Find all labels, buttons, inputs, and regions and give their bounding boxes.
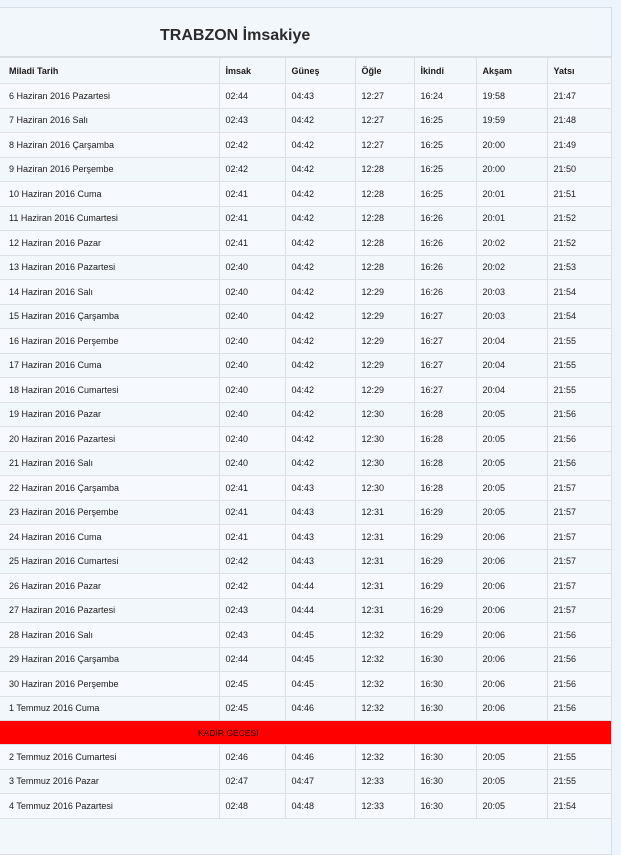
cell-ikindi: 16:28 — [414, 427, 476, 452]
cell-ogle: 12:31 — [355, 598, 414, 623]
cell-ogle: 12:27 — [355, 84, 414, 109]
cell-yatsi: 21:56 — [547, 451, 611, 476]
kadir-gecesi-label: KADİR GECESİ — [0, 721, 611, 745]
cell-gunes: 04:43 — [285, 84, 355, 109]
table-row — [0, 378, 611, 403]
cell-aksam: 19:59 — [476, 108, 547, 133]
cell-aksam: 20:04 — [476, 329, 547, 354]
cell-aksam: 20:00 — [476, 133, 547, 158]
cell-date: 17 Haziran 2016 Cuma — [0, 353, 219, 378]
cell-gunes: 04:44 — [285, 598, 355, 623]
cell-imsak: 02:43 — [219, 598, 285, 623]
cell-date: 23 Haziran 2016 Perşembe — [0, 500, 219, 525]
cell-imsak: 02:47 — [219, 769, 285, 794]
cell-imsak: 02:42 — [219, 574, 285, 599]
cell-imsak: 02:45 — [219, 672, 285, 697]
column-header-gunes: Güneş — [285, 58, 355, 84]
cell-gunes: 04:46 — [285, 745, 355, 770]
cell-ikindi: 16:26 — [414, 255, 476, 280]
cell-ogle: 12:29 — [355, 378, 414, 403]
cell-ogle: 12:29 — [355, 353, 414, 378]
cell-ogle: 12:28 — [355, 255, 414, 280]
table-row — [0, 672, 611, 697]
table-row — [0, 402, 611, 427]
table-row — [0, 255, 611, 280]
cell-date: 11 Haziran 2016 Cumartesi — [0, 206, 219, 231]
cell-date: 1 Temmuz 2016 Cuma — [0, 696, 219, 721]
cell-yatsi: 21:55 — [547, 329, 611, 354]
column-header-ikindi: İkindi — [414, 58, 476, 84]
table-row — [0, 329, 611, 354]
cell-gunes: 04:42 — [285, 280, 355, 305]
cell-date: 7 Haziran 2016 Salı — [0, 108, 219, 133]
cell-yatsi: 21:56 — [547, 696, 611, 721]
cell-yatsi: 21:54 — [547, 304, 611, 329]
cell-imsak: 02:40 — [219, 353, 285, 378]
cell-date: 22 Haziran 2016 Çarşamba — [0, 476, 219, 501]
cell-ikindi: 16:26 — [414, 231, 476, 256]
cell-gunes: 04:42 — [285, 329, 355, 354]
column-header-date: Miladi Tarih — [0, 58, 219, 84]
cell-imsak: 02:42 — [219, 549, 285, 574]
cell-date: 28 Haziran 2016 Salı — [0, 623, 219, 648]
cell-ikindi: 16:24 — [414, 84, 476, 109]
cell-date: 25 Haziran 2016 Cumartesi — [0, 549, 219, 574]
cell-date: 19 Haziran 2016 Pazar — [0, 402, 219, 427]
table-row — [0, 476, 611, 501]
cell-yatsi: 21:57 — [547, 549, 611, 574]
cell-gunes: 04:46 — [285, 696, 355, 721]
cell-imsak: 02:40 — [219, 329, 285, 354]
column-header-ogle: Öğle — [355, 58, 414, 84]
cell-aksam: 20:06 — [476, 672, 547, 697]
table-row — [0, 280, 611, 305]
cell-aksam: 20:06 — [476, 549, 547, 574]
cell-gunes: 04:42 — [285, 304, 355, 329]
cell-yatsi: 21:55 — [547, 745, 611, 770]
cell-gunes: 04:43 — [285, 525, 355, 550]
cell-imsak: 02:43 — [219, 623, 285, 648]
cell-date: 29 Haziran 2016 Çarşamba — [0, 647, 219, 672]
cell-date: 18 Haziran 2016 Cumartesi — [0, 378, 219, 403]
cell-ikindi: 16:29 — [414, 500, 476, 525]
cell-date: 4 Temmuz 2016 Pazartesi — [0, 794, 219, 819]
cell-ogle: 12:32 — [355, 647, 414, 672]
cell-gunes: 04:45 — [285, 647, 355, 672]
cell-date: 30 Haziran 2016 Perşembe — [0, 672, 219, 697]
table-row — [0, 745, 611, 770]
table-row — [0, 623, 611, 648]
cell-gunes: 04:47 — [285, 769, 355, 794]
table-row — [0, 304, 611, 329]
cell-date: 27 Haziran 2016 Pazartesi — [0, 598, 219, 623]
table-row — [0, 769, 611, 794]
cell-aksam: 20:06 — [476, 647, 547, 672]
cell-date: 13 Haziran 2016 Pazartesi — [0, 255, 219, 280]
cell-yatsi: 21:52 — [547, 206, 611, 231]
cell-gunes: 04:43 — [285, 476, 355, 501]
cell-date: 2 Temmuz 2016 Cumartesi — [0, 745, 219, 770]
cell-imsak: 02:45 — [219, 696, 285, 721]
cell-aksam: 20:06 — [476, 574, 547, 599]
cell-ogle: 12:31 — [355, 549, 414, 574]
table-row — [0, 549, 611, 574]
cell-aksam: 20:06 — [476, 696, 547, 721]
cell-ikindi: 16:29 — [414, 623, 476, 648]
cell-gunes: 04:45 — [285, 672, 355, 697]
column-header-imsak: İmsak — [219, 58, 285, 84]
cell-gunes: 04:45 — [285, 623, 355, 648]
cell-date: 21 Haziran 2016 Salı — [0, 451, 219, 476]
cell-ikindi: 16:30 — [414, 794, 476, 819]
cell-date: 3 Temmuz 2016 Pazar — [0, 769, 219, 794]
cell-ogle: 12:32 — [355, 696, 414, 721]
cell-imsak: 02:41 — [219, 525, 285, 550]
cell-imsak: 02:40 — [219, 402, 285, 427]
cell-yatsi: 21:49 — [547, 133, 611, 158]
cell-aksam: 20:06 — [476, 525, 547, 550]
cell-imsak: 02:41 — [219, 206, 285, 231]
cell-aksam: 20:02 — [476, 231, 547, 256]
cell-date: 24 Haziran 2016 Cuma — [0, 525, 219, 550]
table-row — [0, 108, 611, 133]
cell-aksam: 20:04 — [476, 378, 547, 403]
cell-ogle: 12:30 — [355, 402, 414, 427]
cell-imsak: 02:41 — [219, 182, 285, 207]
cell-imsak: 02:41 — [219, 231, 285, 256]
table-row — [0, 157, 611, 182]
prayer-times-table — [0, 57, 612, 819]
cell-ogle: 12:33 — [355, 769, 414, 794]
cell-ikindi: 16:27 — [414, 329, 476, 354]
cell-imsak: 02:41 — [219, 500, 285, 525]
cell-ogle: 12:28 — [355, 157, 414, 182]
page-title: TRABZON İmsakiye — [160, 27, 311, 44]
table-row — [0, 500, 611, 525]
cell-ikindi: 16:26 — [414, 280, 476, 305]
cell-ogle: 12:31 — [355, 500, 414, 525]
cell-aksam: 20:02 — [476, 255, 547, 280]
cell-gunes: 04:43 — [285, 549, 355, 574]
cell-gunes: 04:42 — [285, 157, 355, 182]
cell-ikindi: 16:29 — [414, 598, 476, 623]
table-row — [0, 84, 611, 109]
cell-imsak: 02:40 — [219, 255, 285, 280]
cell-date: 14 Haziran 2016 Salı — [0, 280, 219, 305]
cell-ogle: 12:30 — [355, 476, 414, 501]
cell-yatsi: 21:47 — [547, 84, 611, 109]
cell-ogle: 12:27 — [355, 133, 414, 158]
cell-yatsi: 21:56 — [547, 427, 611, 452]
cell-ogle: 12:28 — [355, 231, 414, 256]
cell-date: 20 Haziran 2016 Pazartesi — [0, 427, 219, 452]
column-header-yatsi: Yatsı — [547, 58, 611, 84]
cell-yatsi: 21:57 — [547, 500, 611, 525]
cell-yatsi: 21:55 — [547, 353, 611, 378]
cell-ogle: 12:27 — [355, 108, 414, 133]
cell-ikindi: 16:28 — [414, 451, 476, 476]
cell-ogle: 12:30 — [355, 427, 414, 452]
cell-yatsi: 21:57 — [547, 598, 611, 623]
cell-imsak: 02:40 — [219, 451, 285, 476]
cell-date: 8 Haziran 2016 Çarşamba — [0, 133, 219, 158]
table-row — [0, 353, 611, 378]
cell-aksam: 20:05 — [476, 745, 547, 770]
cell-yatsi: 21:48 — [547, 108, 611, 133]
table-row — [0, 647, 611, 672]
cell-aksam: 20:05 — [476, 476, 547, 501]
cell-ikindi: 16:26 — [414, 206, 476, 231]
table-body-after — [0, 745, 611, 819]
cell-aksam: 20:04 — [476, 353, 547, 378]
cell-yatsi: 21:56 — [547, 672, 611, 697]
cell-ogle: 12:29 — [355, 304, 414, 329]
cell-yatsi: 21:57 — [547, 525, 611, 550]
cell-gunes: 04:42 — [285, 133, 355, 158]
cell-aksam: 20:01 — [476, 182, 547, 207]
table-row — [0, 574, 611, 599]
cell-imsak: 02:46 — [219, 745, 285, 770]
cell-gunes: 04:43 — [285, 500, 355, 525]
cell-ogle: 12:28 — [355, 206, 414, 231]
special-night-section — [0, 721, 611, 745]
kadir-gecesi-row — [0, 721, 611, 745]
cell-aksam: 19:58 — [476, 84, 547, 109]
cell-gunes: 04:42 — [285, 378, 355, 403]
cell-date: 15 Haziran 2016 Çarşamba — [0, 304, 219, 329]
cell-imsak: 02:40 — [219, 378, 285, 403]
cell-date: 9 Haziran 2016 Perşembe — [0, 157, 219, 182]
cell-yatsi: 21:52 — [547, 231, 611, 256]
cell-ikindi: 16:25 — [414, 157, 476, 182]
table-row — [0, 451, 611, 476]
cell-ogle: 12:28 — [355, 182, 414, 207]
table-row — [0, 525, 611, 550]
cell-ikindi: 16:28 — [414, 476, 476, 501]
cell-yatsi: 21:55 — [547, 378, 611, 403]
cell-gunes: 04:42 — [285, 231, 355, 256]
cell-ogle: 12:30 — [355, 451, 414, 476]
table-row — [0, 598, 611, 623]
cell-date: 6 Haziran 2016 Pazartesi — [0, 84, 219, 109]
table-body-before — [0, 84, 611, 721]
cell-ikindi: 16:27 — [414, 353, 476, 378]
cell-ogle: 12:31 — [355, 525, 414, 550]
cell-ikindi: 16:30 — [414, 672, 476, 697]
cell-yatsi: 21:53 — [547, 255, 611, 280]
cell-date: 16 Haziran 2016 Perşembe — [0, 329, 219, 354]
cell-aksam: 20:05 — [476, 427, 547, 452]
table-row — [0, 133, 611, 158]
cell-ikindi: 16:30 — [414, 769, 476, 794]
cell-ogle: 12:33 — [355, 794, 414, 819]
table-row — [0, 696, 611, 721]
cell-ikindi: 16:30 — [414, 647, 476, 672]
cell-imsak: 02:42 — [219, 157, 285, 182]
cell-aksam: 20:00 — [476, 157, 547, 182]
cell-aksam: 20:05 — [476, 500, 547, 525]
cell-aksam: 20:03 — [476, 304, 547, 329]
cell-ikindi: 16:25 — [414, 108, 476, 133]
cell-imsak: 02:43 — [219, 108, 285, 133]
cell-ogle: 12:31 — [355, 574, 414, 599]
cell-gunes: 04:42 — [285, 182, 355, 207]
cell-imsak: 02:40 — [219, 427, 285, 452]
cell-yatsi: 21:57 — [547, 574, 611, 599]
cell-gunes: 04:42 — [285, 255, 355, 280]
cell-yatsi: 21:57 — [547, 476, 611, 501]
cell-ikindi: 16:29 — [414, 525, 476, 550]
cell-ikindi: 16:25 — [414, 133, 476, 158]
cell-date: 12 Haziran 2016 Pazar — [0, 231, 219, 256]
cell-aksam: 20:05 — [476, 794, 547, 819]
cell-gunes: 04:42 — [285, 451, 355, 476]
cell-ogle: 12:32 — [355, 672, 414, 697]
cell-aksam: 20:06 — [476, 598, 547, 623]
cell-aksam: 20:03 — [476, 280, 547, 305]
cell-yatsi: 21:55 — [547, 769, 611, 794]
table-row — [0, 231, 611, 256]
cell-date: 10 Haziran 2016 Cuma — [0, 182, 219, 207]
table-row — [0, 794, 611, 819]
title-row — [0, 8, 611, 57]
cell-yatsi: 21:51 — [547, 182, 611, 207]
cell-aksam: 20:01 — [476, 206, 547, 231]
cell-yatsi: 21:54 — [547, 280, 611, 305]
cell-yatsi: 21:56 — [547, 623, 611, 648]
cell-ikindi: 16:25 — [414, 182, 476, 207]
cell-gunes: 04:48 — [285, 794, 355, 819]
cell-yatsi: 21:50 — [547, 157, 611, 182]
cell-imsak: 02:41 — [219, 476, 285, 501]
cell-ikindi: 16:30 — [414, 745, 476, 770]
cell-date: 26 Haziran 2016 Pazar — [0, 574, 219, 599]
table-row — [0, 427, 611, 452]
cell-yatsi: 21:56 — [547, 647, 611, 672]
table-row — [0, 182, 611, 207]
cell-ogle: 12:32 — [355, 623, 414, 648]
header-row — [0, 58, 611, 84]
cell-yatsi: 21:56 — [547, 402, 611, 427]
column-header-aksam: Akşam — [476, 58, 547, 84]
cell-gunes: 04:42 — [285, 108, 355, 133]
cell-gunes: 04:42 — [285, 353, 355, 378]
cell-ikindi: 16:27 — [414, 378, 476, 403]
cell-ikindi: 16:27 — [414, 304, 476, 329]
cell-imsak: 02:44 — [219, 647, 285, 672]
cell-imsak: 02:40 — [219, 304, 285, 329]
cell-aksam: 20:05 — [476, 451, 547, 476]
cell-ogle: 12:29 — [355, 329, 414, 354]
cell-aksam: 20:05 — [476, 769, 547, 794]
cell-gunes: 04:42 — [285, 427, 355, 452]
cell-ikindi: 16:29 — [414, 549, 476, 574]
cell-aksam: 20:05 — [476, 402, 547, 427]
cell-yatsi: 21:54 — [547, 794, 611, 819]
cell-ogle: 12:29 — [355, 280, 414, 305]
cell-imsak: 02:42 — [219, 133, 285, 158]
cell-imsak: 02:44 — [219, 84, 285, 109]
imsakiye-panel — [0, 7, 612, 855]
cell-ikindi: 16:29 — [414, 574, 476, 599]
cell-imsak: 02:40 — [219, 280, 285, 305]
cell-gunes: 04:42 — [285, 206, 355, 231]
table-row — [0, 206, 611, 231]
cell-ogle: 12:32 — [355, 745, 414, 770]
cell-ikindi: 16:28 — [414, 402, 476, 427]
cell-ikindi: 16:30 — [414, 696, 476, 721]
cell-aksam: 20:06 — [476, 623, 547, 648]
cell-imsak: 02:48 — [219, 794, 285, 819]
cell-gunes: 04:44 — [285, 574, 355, 599]
cell-gunes: 04:42 — [285, 402, 355, 427]
